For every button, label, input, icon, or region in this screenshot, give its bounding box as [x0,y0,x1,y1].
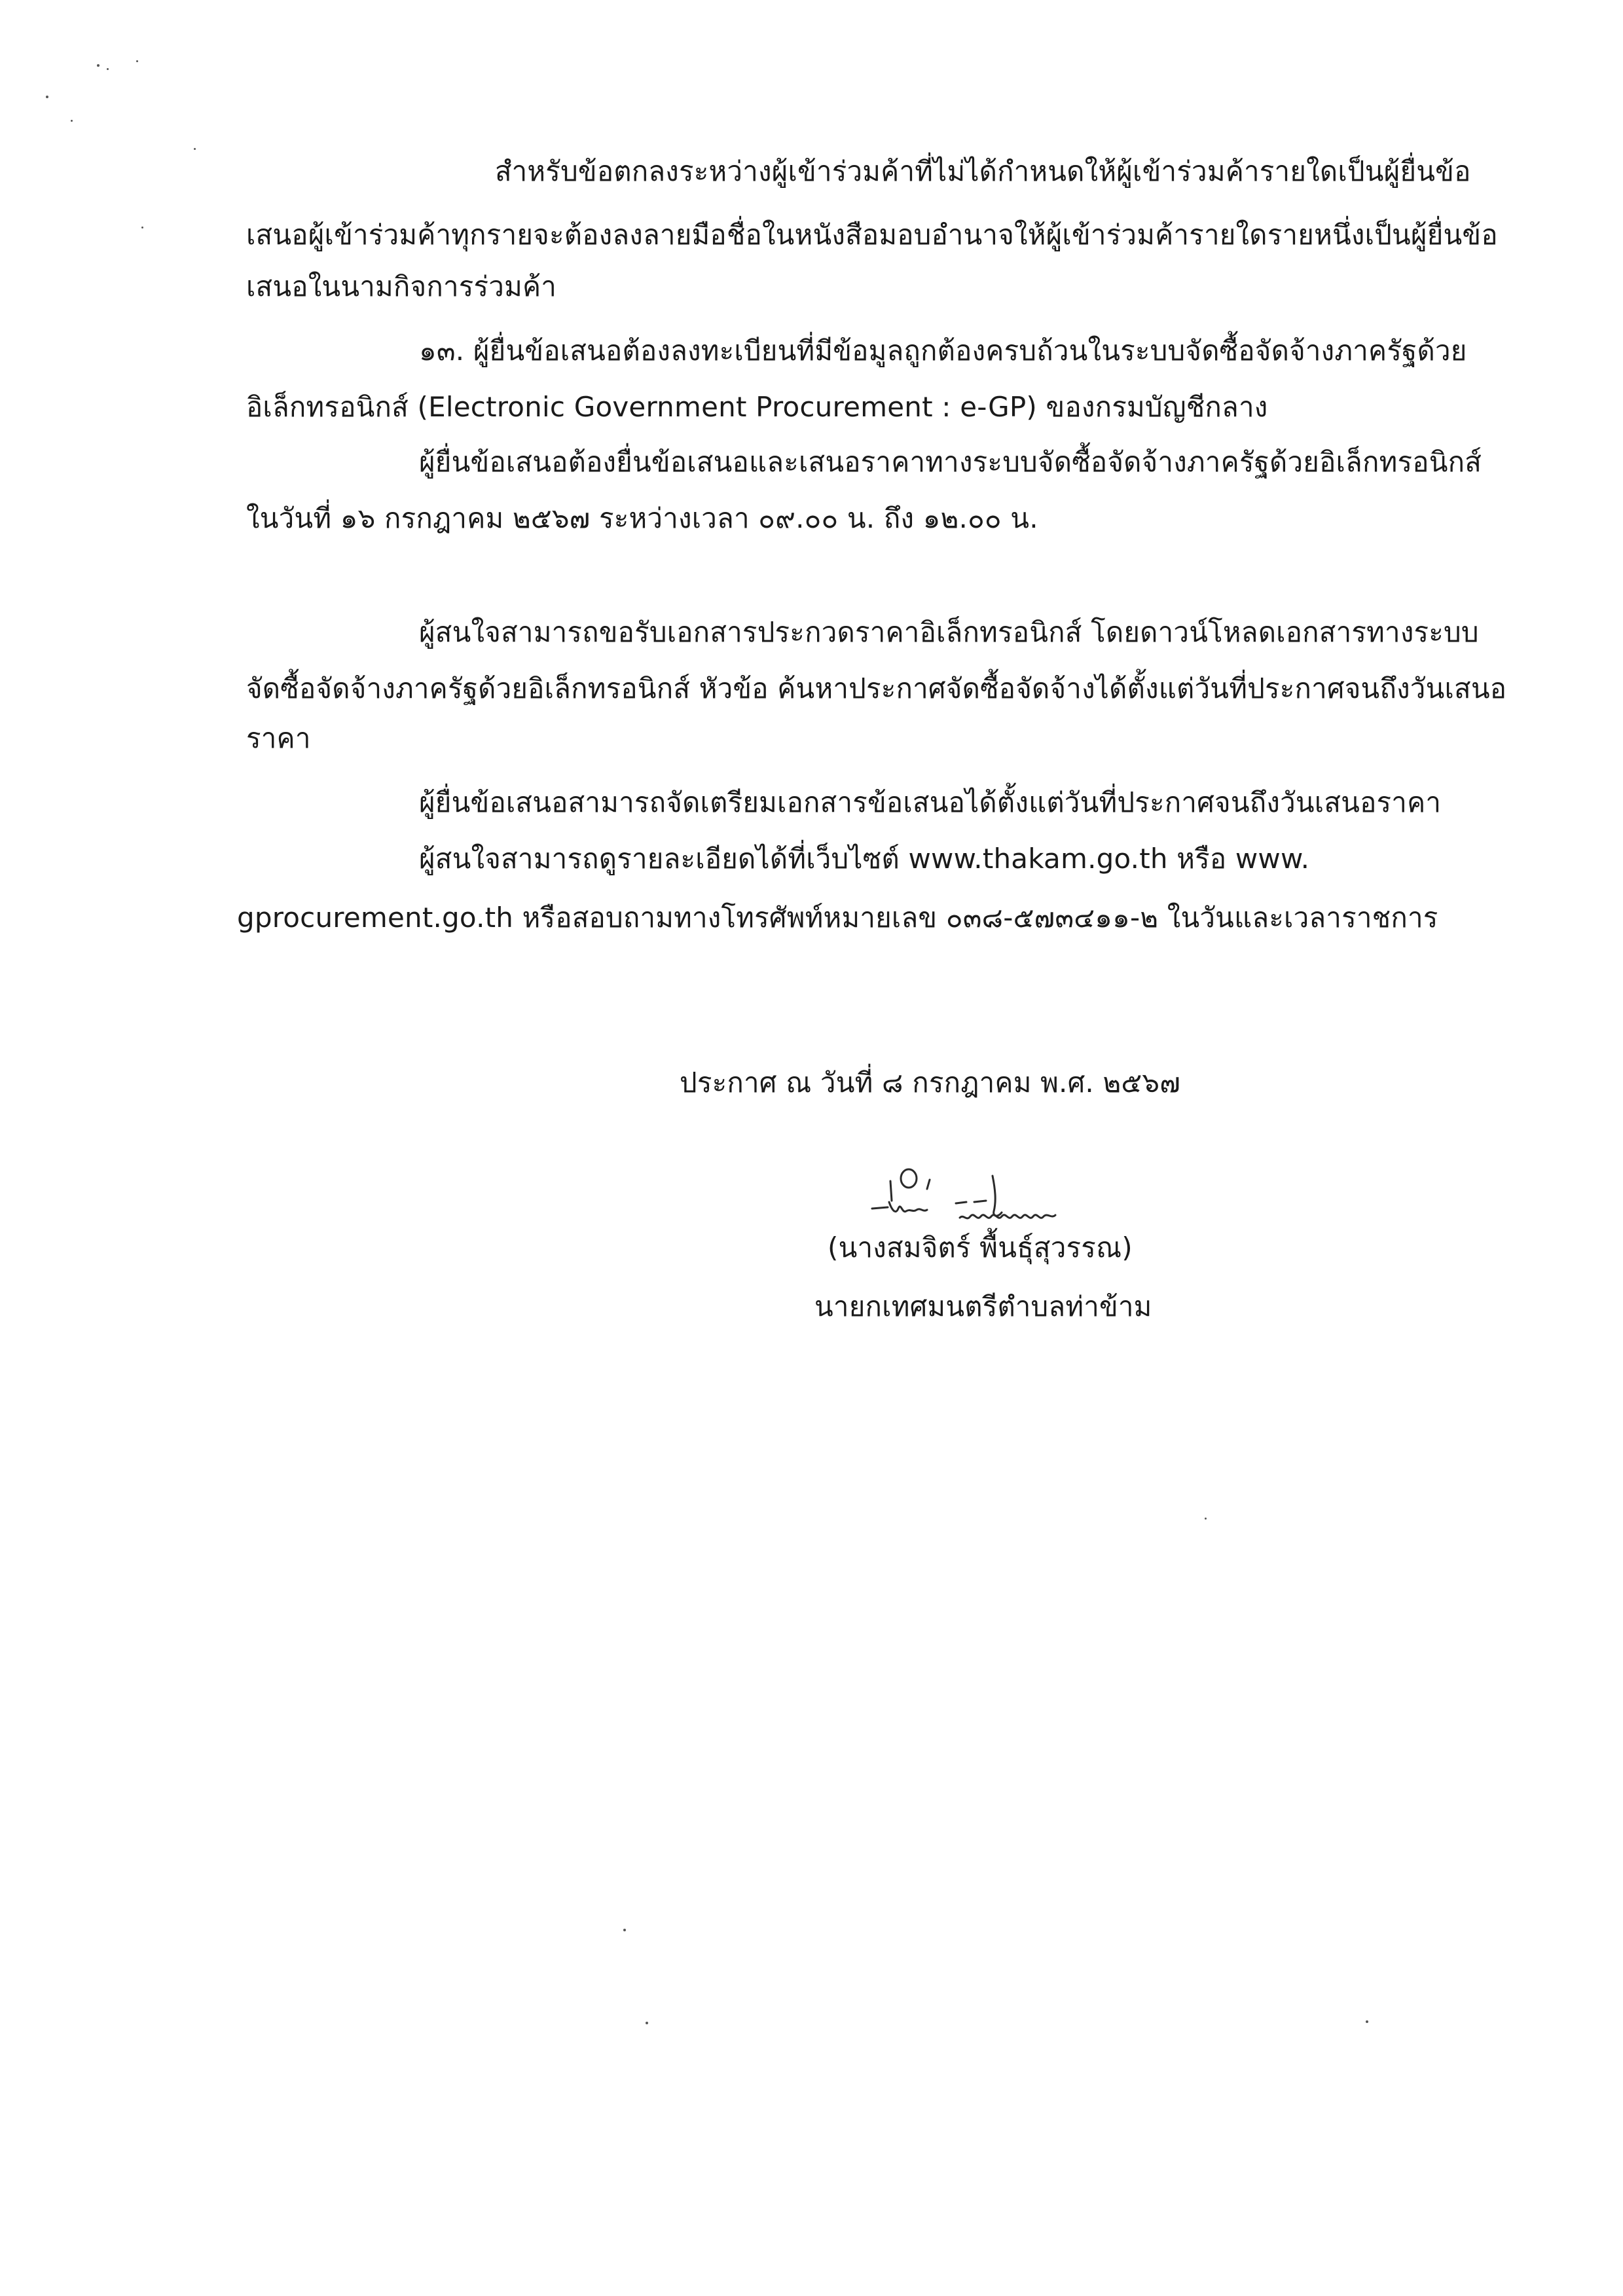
contact-line-2: gprocurement.go.th หรือสอบถามทางโทรศัพท์หมายเลข ๐๓๘-๕๗๓๔๑๑-๒ ในวันและเวลาราชการ [237,902,1438,934]
contact-line-1: ผู้สนใจสามารถดูรายละเอียดได้ที่เว็บไซต์ www.thakam.go.th หรือ www. [419,843,1310,875]
scan-speck [141,227,143,228]
paragraph-joint-venture-line-1: สำหรับข้อตกลงระหว่างผู้เข้าร่วมค้าที่ไม่ได้กำหนดให้ผู้เข้าร่วมค้ารายใดเป็นผู้ยื่นข้อ [495,155,1471,187]
clause-13-line-1: ๑๓. ผู้ยื่นข้อเสนอต้องลงทะเบียนที่มีข้อมูลถูกต้องครบถ้วนในระบบจัดซื้อจัดจ้างภาครัฐด้วย [419,335,1467,367]
scan-speck [46,96,48,98]
download-info-line-2: จัดซื้อจัดจ้างภาครัฐด้วยอิเล็กทรอนิกส์ หัวข้อ ค้นหาประกาศจัดซื้อจัดจ้างได้ตั้งแต่วันที่ประกาศจนถึงวันเสนอ [246,672,1507,704]
signer-name: (นางสมจิตร์ พื้นธุ์สุวรรณ) [828,1231,1133,1264]
submission-line-2: ในวันที่ ๑๖ กรกฎาคม ๒๕๖๗ ระหว่างเวลา ๐๙.๐๐ น. ถึง ๑๒.๐๐ น. [246,502,1038,534]
preparation-line-1: ผู้ยื่นข้อเสนอสามารถจัดเตรียมเอกสารข้อเสนอได้ตั้งแต่วันที่ประกาศจนถึงวันเสนอราคา [419,786,1442,818]
scan-speck [194,148,196,150]
scan-speck [136,60,138,62]
download-info-line-3: ราคา [246,722,311,754]
paragraph-joint-venture-line-2: เสนอผู้เข้าร่วมค้าทุกรายจะต้องลงลายมือชื่อในหนังสือมอบอำนาจให้ผู้เข้าร่วมค้ารายใดรายหนึ่งเป็นผู้ยื่นข้อ [246,219,1498,251]
scan-speck [1366,2020,1368,2023]
submission-line-1: ผู้ยื่นข้อเสนอต้องยื่นข้อเสนอและเสนอราคาทางระบบจัดซื้อจัดจ้างภาครัฐด้วยอิเล็กทรอนิกส์ [419,446,1482,478]
scan-speck [1205,1518,1207,1520]
paragraph-joint-venture-line-3: เสนอในนามกิจการร่วมค้า [246,270,557,302]
clause-13-line-2: อิเล็กทรอนิกส์ (Electronic Government Procurement : e-GP) ของกรมบัญชีกลาง [246,391,1268,423]
announcement-date: ประกาศ ณ วันที่ ๘ กรกฎาคม พ.ศ. ๒๕๖๗ [680,1066,1181,1099]
scan-speck [646,2022,648,2024]
scan-speck [97,64,100,67]
signer-title: นายกเทศมนตรีตำบลท่าข้าม [814,1290,1152,1322]
scan-speck [623,1929,626,1931]
scan-speck [71,120,73,122]
download-info-line-1: ผู้สนใจสามารถขอรับเอกสารประกวดราคาอิเล็กทรอนิกส์ โดยดาวน์โหลดเอกสารทางระบบ [419,616,1479,648]
scan-speck [107,68,109,70]
